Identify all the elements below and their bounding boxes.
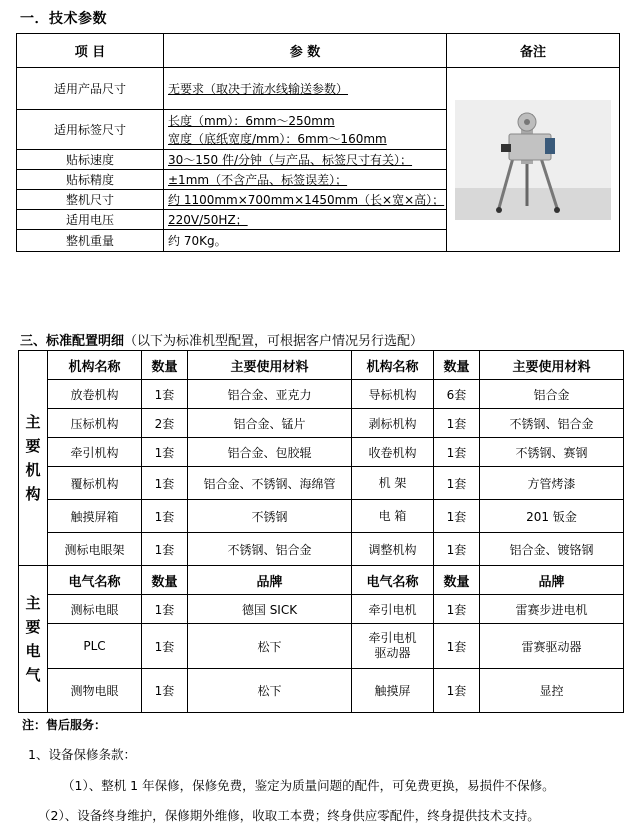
table-row — [19, 500, 624, 533]
spec-label: 贴标精度 — [17, 170, 164, 190]
mech-cell: 压标机构 — [48, 409, 142, 438]
elec-header-cell: 数量 — [142, 566, 188, 595]
elec-cell: 1套 — [434, 595, 480, 624]
mech-cell: 测标电眼架 — [48, 533, 142, 566]
spec-header-item: 项 目 — [17, 34, 164, 68]
table-row — [19, 533, 624, 566]
mech-header-cell: 机构名称 — [48, 351, 142, 380]
mech-header-cell: 主要使用材料 — [480, 351, 624, 380]
spec-table — [16, 33, 620, 252]
elec-cell: PLC — [48, 624, 142, 669]
spec-value: 约 70Kg。 — [164, 230, 447, 252]
mech-cell: 不锈钢、赛钢 — [480, 438, 624, 467]
spec-label: 适用标签尺寸 — [17, 110, 164, 150]
mech-cell: 201 钣金 — [480, 500, 624, 533]
spec-label: 贴标速度 — [17, 150, 164, 170]
mech-cell: 不锈钢、铝合金 — [188, 533, 352, 566]
elec-cell: 显控 — [480, 669, 624, 713]
mech-cell: 电 箱 — [352, 500, 434, 533]
machine-photo-cell — [447, 68, 620, 252]
elec-cell: 1套 — [142, 595, 188, 624]
mech-cell: 1套 — [434, 500, 480, 533]
elec-cell: 测物电眼 — [48, 669, 142, 713]
mech-cell: 6套 — [434, 380, 480, 409]
mech-cell: 放卷机构 — [48, 380, 142, 409]
elec-section-label: 主 要 电 气 — [19, 566, 48, 713]
mech-header-cell: 数量 — [142, 351, 188, 380]
after-sales-title: 注：售后服务： — [22, 718, 107, 732]
warranty-clause-2: （2）、设备终身维护，保修期外维修，收取工本费；终身供应零配件，终身提供技术支持。 — [38, 808, 540, 823]
mech-cell: 收卷机构 — [352, 438, 434, 467]
elec-cell: 牵引电机驱动器 — [352, 624, 434, 669]
elec-cell: 1套 — [434, 624, 480, 669]
table-row — [19, 380, 624, 409]
mech-header-cell: 机构名称 — [352, 351, 434, 380]
table-row — [19, 409, 624, 438]
table-row — [19, 595, 624, 624]
table-row — [19, 467, 624, 500]
mech-cell: 1套 — [434, 409, 480, 438]
spec-value: ±1mm（不含产品、标签误差）； — [164, 170, 447, 190]
spec-value: 30～150 件/分钟（与产品、标签尺寸有关）； — [164, 150, 447, 170]
mech-cell: 触摸屏箱 — [48, 500, 142, 533]
elec-cell: 松下 — [188, 624, 352, 669]
warranty-clause-1: （1）、整机 1 年保修，保修免费，鉴定为质量问题的配件，可免费更换，易损件不保修。 — [62, 778, 555, 793]
mech-cell: 1套 — [142, 500, 188, 533]
mech-cell: 1套 — [142, 380, 188, 409]
elec-cell: 松下 — [188, 669, 352, 713]
mech-cell: 1套 — [434, 467, 480, 500]
mech-cell: 剥标机构 — [352, 409, 434, 438]
spec-header-param: 参 数 — [164, 34, 447, 68]
spec-value: 长度（mm）：6mm～250mm 宽度（底纸宽度/mm）：6mm～160mm — [164, 110, 447, 150]
mech-cell: 1套 — [142, 467, 188, 500]
spec-value: 无要求（取决于流水线输送参数） — [164, 68, 447, 110]
section1-title: 一．技术参数 — [20, 11, 107, 27]
mech-cell: 覆标机构 — [48, 467, 142, 500]
machine-photo — [455, 100, 611, 220]
spec-label: 适用电压 — [17, 210, 164, 230]
mech-cell: 牵引机构 — [48, 438, 142, 467]
mech-cell: 铝合金、包胶辊 — [188, 438, 352, 467]
elec-cell: 德国 SICK — [188, 595, 352, 624]
spec-header-note: 备注 — [447, 34, 620, 68]
mech-cell: 1套 — [142, 533, 188, 566]
elec-cell: 测标电眼 — [48, 595, 142, 624]
mech-cell: 不锈钢 — [188, 500, 352, 533]
mech-cell: 2套 — [142, 409, 188, 438]
elec-header-cell: 电气名称 — [48, 566, 142, 595]
elec-cell: 1套 — [142, 624, 188, 669]
elec-cell: 1套 — [142, 669, 188, 713]
elec-header-cell: 电气名称 — [352, 566, 434, 595]
section3-title: 三、标准配置明细（以下为标准机型配置，可根据客户情况另行选配） — [20, 334, 424, 349]
mech-section-label: 主 要 机 构 — [19, 351, 48, 566]
mech-cell: 1套 — [434, 533, 480, 566]
mech-cell: 铝合金 — [480, 380, 624, 409]
table-row — [19, 438, 624, 467]
spec-label: 适用产品尺寸 — [17, 68, 164, 110]
mech-cell: 铝合金、亚克力 — [188, 380, 352, 409]
table-row — [19, 669, 624, 713]
spec-value: 220V/50HZ； — [164, 210, 447, 230]
elec-cell: 雷赛驱动器 — [480, 624, 624, 669]
elec-cell: 触摸屏 — [352, 669, 434, 713]
elec-cell: 雷赛步进电机 — [480, 595, 624, 624]
mech-cell: 铝合金、不锈钢、海绵管 — [188, 467, 352, 500]
mech-cell: 机 架 — [352, 467, 434, 500]
mech-cell: 不锈钢、铝合金 — [480, 409, 624, 438]
config-table — [18, 350, 624, 713]
elec-header-cell: 品牌 — [188, 566, 352, 595]
elec-header-cell: 数量 — [434, 566, 480, 595]
mech-cell: 调整机构 — [352, 533, 434, 566]
elec-cell: 1套 — [434, 669, 480, 713]
spec-label: 整机尺寸 — [17, 190, 164, 210]
mech-cell: 1套 — [434, 438, 480, 467]
mech-cell: 铝合金、锰片 — [188, 409, 352, 438]
mech-cell: 方管烤漆 — [480, 467, 624, 500]
elec-header-cell: 品牌 — [480, 566, 624, 595]
elec-cell: 牵引电机 — [352, 595, 434, 624]
mech-header-cell: 主要使用材料 — [188, 351, 352, 380]
spec-label: 整机重量 — [17, 230, 164, 252]
mech-cell: 导标机构 — [352, 380, 434, 409]
mech-cell: 铝合金、镀铬钢 — [480, 533, 624, 566]
mech-header-cell: 数量 — [434, 351, 480, 380]
spec-value: 约 1100mm×700mm×1450mm（长×宽×高）； — [164, 190, 447, 210]
mech-cell: 1套 — [142, 438, 188, 467]
table-row — [19, 624, 624, 669]
warranty-heading: 1、设备保修条款： — [28, 747, 136, 762]
